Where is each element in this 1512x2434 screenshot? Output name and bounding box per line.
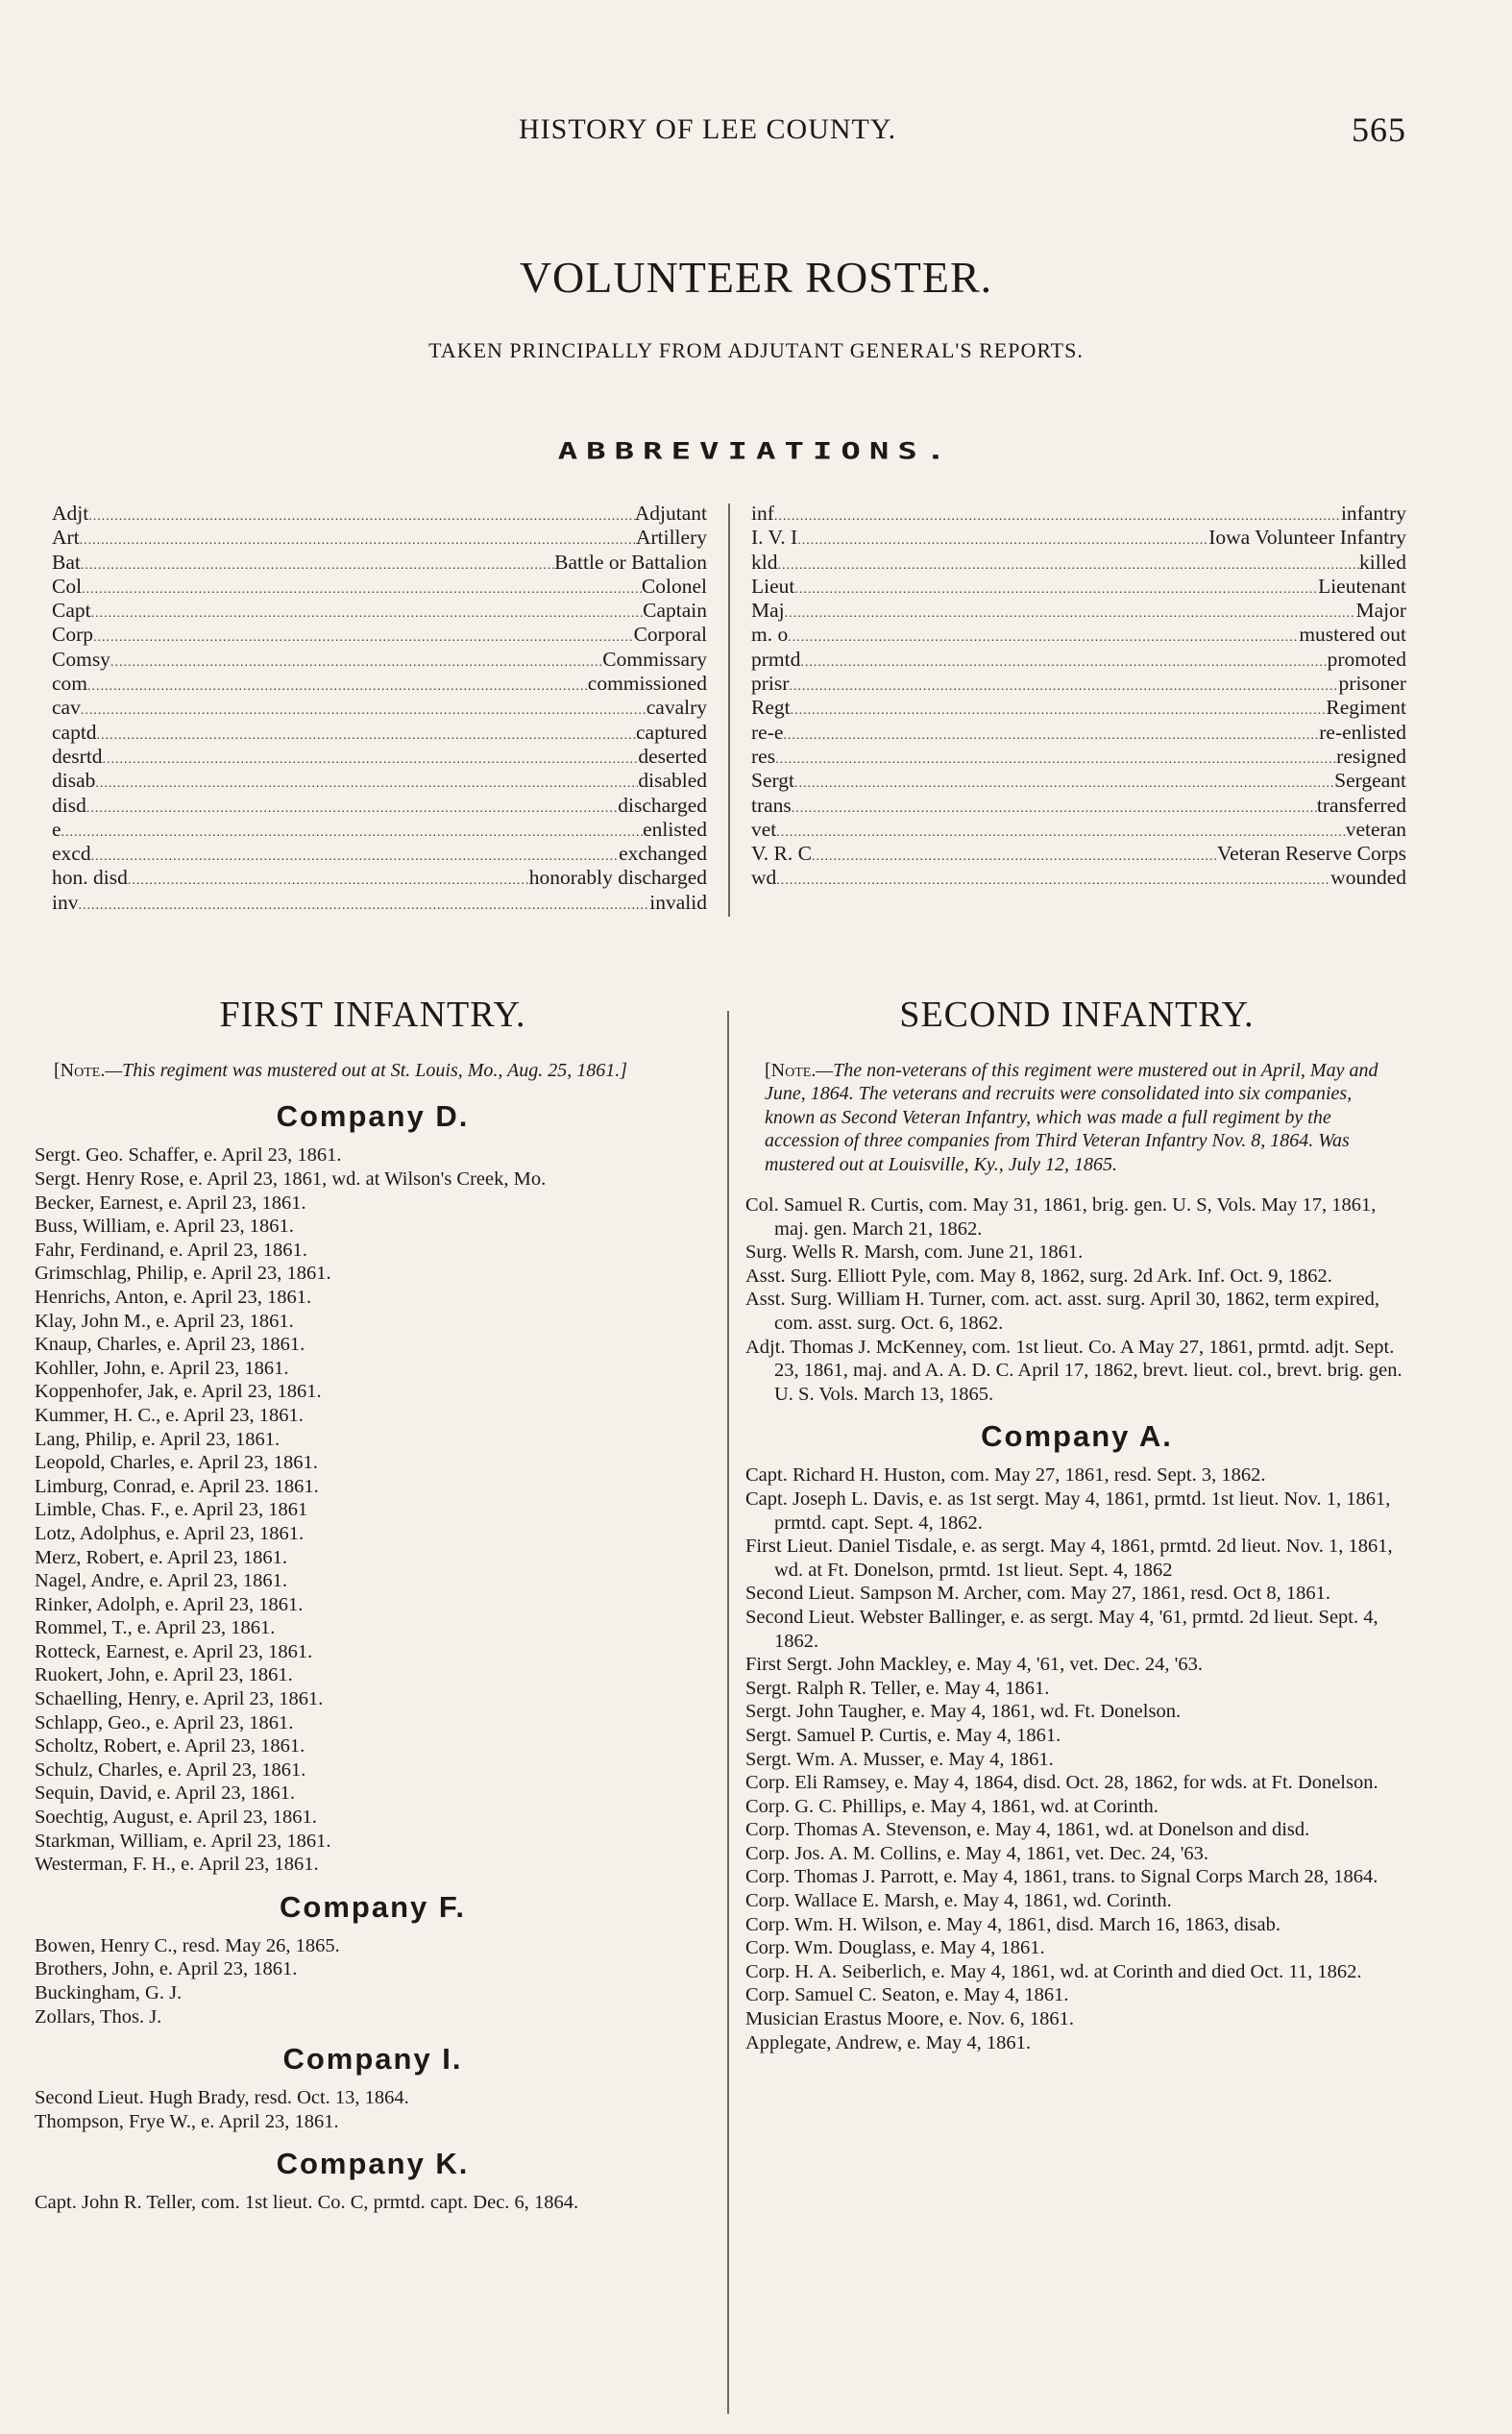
abbreviation-row <box>52 599 707 623</box>
roster-entry: Corp. Wallace E. Marsh, e. May 4, 1861, wd. Corinth. <box>745 1890 1172 1912</box>
abbreviation-row <box>52 672 707 696</box>
abbreviation-row <box>751 696 1406 720</box>
company-heading: Company I. <box>282 2042 463 2077</box>
dot-leader <box>81 553 554 578</box>
roster-entry: Knaup, Charles, e. April 23, 1861. <box>35 1334 305 1356</box>
staff-entry: Col. Samuel R. Curtis, com. May 31, 1861, brig. gen. U. S, Vols. May 17, 1861, maj. gen. March 21, 1862. <box>745 1194 1377 1240</box>
company-section <box>35 2042 711 2133</box>
running-title: HISTORY OF LEE COUNTY. <box>519 113 897 145</box>
abbreviation-row <box>52 769 707 793</box>
first-infantry-companies <box>35 1099 711 2215</box>
abbreviation-meaning: Battle or Battalion <box>554 550 707 574</box>
dot-leader <box>777 553 1359 578</box>
abbreviation: inv <box>52 890 79 914</box>
abbreviation-row <box>751 648 1406 672</box>
dot-leader <box>91 602 644 626</box>
abbreviation-row <box>52 794 707 818</box>
abbreviation-row <box>751 575 1406 599</box>
roster-entry: Rinker, Adolph, e. April 23, 1861. <box>35 1593 304 1615</box>
dot-leader <box>61 821 644 845</box>
roster-entry: Sergt. Geo. Schaffer, e. April 23, 1861. <box>35 1144 342 1167</box>
abbreviation-row <box>52 818 707 842</box>
abbreviation: Sergt <box>751 769 794 793</box>
dot-leader <box>788 626 1299 650</box>
roster-entry: Starkman, William, e. April 23, 1861. <box>35 1830 331 1852</box>
abbreviation: com <box>52 672 88 696</box>
second-infantry-note <box>765 1059 1389 1176</box>
dot-leader <box>97 724 636 748</box>
roster-entry: Schlapp, Geo., e. April 23, 1861. <box>35 1711 294 1733</box>
roster-entry: Thompson, Frye W., e. April 23, 1861. <box>35 2110 339 2132</box>
abbreviation: disab <box>52 769 96 793</box>
dot-leader <box>78 894 649 918</box>
abbreviation: Art <box>52 526 80 550</box>
abbreviation-meaning: infantry <box>1340 502 1406 525</box>
abbreviation-row <box>751 818 1406 842</box>
abbreviation-row <box>751 794 1406 818</box>
abbreviation: prisr <box>751 672 790 696</box>
abbreviation-row <box>52 526 707 550</box>
dot-leader <box>128 869 529 893</box>
abbreviation: disd <box>52 793 86 817</box>
abbreviation: kld <box>751 550 778 574</box>
abbreviation: inf <box>751 502 774 525</box>
abbreviation: I. V. I <box>751 526 798 550</box>
roster-entry: Limburg, Conrad, e. April 23. 1861. <box>35 1475 319 1497</box>
abbreviation-meaning: disabled <box>638 769 707 793</box>
abbreviation-meaning: transferred <box>1316 793 1406 817</box>
dot-leader <box>81 699 646 723</box>
roster-entry: Sequin, David, e. April 23, 1861. <box>35 1782 296 1805</box>
abbreviation: Capt <box>52 599 91 623</box>
roster-entry: Westerman, F. H., e. April 23, 1861. <box>35 1854 319 1876</box>
abbreviation-meaning: Captain <box>643 599 707 623</box>
dot-leader <box>792 797 1317 821</box>
staff-entry: Asst. Surg. Elliott Pyle, com. May 8, 1862, surg. 2d Ark. Inf. Oct. 9, 1862. <box>745 1265 1332 1287</box>
abbreviations-left-column <box>52 502 707 915</box>
abbreviation-row <box>751 721 1406 745</box>
dot-leader <box>775 748 1336 772</box>
roster-entry: Corp. Jos. A. M. Collins, e. May 4, 1861, vet. Dec. 24, '63. <box>745 1842 1209 1864</box>
column-divider <box>727 1011 729 2414</box>
abbreviation-meaning: Adjutant <box>634 502 707 525</box>
abbreviation-meaning: re-enlisted <box>1319 720 1406 744</box>
roster-entry: Rommel, T., e. April 23, 1861. <box>35 1617 276 1639</box>
abbreviation-meaning: Regiment <box>1326 696 1406 720</box>
abbreviation-row <box>52 575 707 599</box>
roster-entry: Grimschlag, Philip, e. April 23, 1861. <box>35 1263 331 1285</box>
abbreviation: Bat <box>52 550 81 574</box>
abbreviation-meaning: discharged <box>618 793 707 817</box>
abbreviation-row <box>52 623 707 647</box>
abbreviations-divider <box>728 504 730 917</box>
abbreviation: Regt <box>751 696 791 720</box>
roster-entry: Bowen, Henry C., resd. May 26, 1865. <box>35 1934 340 1956</box>
roster-entry: Lang, Philip, e. April 23, 1861. <box>35 1428 280 1450</box>
abbreviation-row <box>751 551 1406 575</box>
dot-leader <box>800 651 1327 675</box>
abbreviation: prmtd <box>751 647 801 671</box>
abbreviation-row <box>751 745 1406 769</box>
abbreviation-row <box>751 526 1406 550</box>
abbreviation-meaning: Commissary <box>602 647 707 671</box>
note-lead: [Note. <box>54 1060 106 1081</box>
abbreviation-meaning: Artillery <box>635 526 707 550</box>
roster-entry: Schaelling, Henry, e. April 23, 1861. <box>35 1688 324 1710</box>
abbreviation-meaning: Lieutenant <box>1318 574 1406 598</box>
dot-leader <box>785 602 1356 626</box>
abbreviation-meaning: enlisted <box>643 817 707 841</box>
roster-entry: Scholtz, Robert, e. April 23, 1861. <box>35 1735 305 1758</box>
roster-entry: Sergt. John Taugher, e. May 4, 1861, wd. Ft. Donelson. <box>745 1701 1182 1723</box>
roster-entry: Fahr, Ferdinand, e. April 23, 1861. <box>35 1239 307 1261</box>
abbreviation-row <box>52 502 707 526</box>
roster-entry: Corp. Eli Ramsey, e. May 4, 1864, disd. Oct. 28, 1862, for wds. at Ft. Donelson. <box>745 1772 1378 1794</box>
page-title: VOLUNTEER ROSTER. <box>519 253 993 302</box>
dot-leader <box>812 845 1217 869</box>
roster-entry: Corp. Thomas A. Stevenson, e. May 4, 1861, wd. at Donelson and disd. <box>745 1819 1310 1841</box>
roster-entry: Merz, Robert, e. April 23, 1861. <box>35 1546 288 1568</box>
abbreviation-meaning: Major <box>1355 599 1406 623</box>
abbreviation: hon. disd <box>52 866 128 890</box>
roster-entry: First Lieut. Daniel Tisdale, e. as sergt. May 4, 1861, prmtd. 2d lieut. Nov. 1, 1861, wd. at Ft. Donelson, prmtd. 1st lieut. Sept. 4, 1862 <box>745 1536 1393 1581</box>
staff-entry: Asst. Surg. William H. Turner, com. act. asst. surg. April 30, 1862, term expired, com. asst. surg. Oct. 6, 1862. <box>745 1289 1380 1334</box>
abbreviations-right-column <box>751 502 1406 891</box>
second-infantry-staff <box>745 1193 1408 1406</box>
roster-entry: Capt. John R. Teller, com. 1st lieut. Co. C, prmtd. capt. Dec. 6, 1864. <box>35 2192 579 2214</box>
abbreviation-meaning: invalid <box>649 890 707 914</box>
abbreviation-meaning: wounded <box>1330 866 1406 890</box>
roster-entry: Capt. Joseph L. Davis, e. as 1st sergt. May 4, 1861, prmtd. 1st lieut. Nov. 1, 1861, prmtd. capt. Sept. 4, 1862. <box>745 1487 1391 1534</box>
company-heading: Company F. <box>280 1889 466 1924</box>
roster-entry: Sergt. Samuel P. Curtis, e. May 4, 1861. <box>745 1724 1061 1746</box>
abbreviation: vet <box>751 817 777 841</box>
note-body: —The non-veterans of this regiment were mustered out in April, May and June, 1864. The veterans and recruits were consolidated into six companies, known as Second Veteran Infantry, which was made a full regiment by the accession of three companies from Third Veteran Infantry Nov. 8, 1864. Was mustered out at Louisville, Ky., July 12, 1865. <box>765 1060 1378 1175</box>
dot-leader <box>80 529 636 553</box>
roster-entry: Applegate, Andrew, e. May 4, 1861. <box>745 2031 1031 2053</box>
company-heading: Company K. <box>276 2147 470 2181</box>
roster-entry: Rotteck, Earnest, e. April 23, 1861. <box>35 1640 313 1662</box>
dot-leader <box>93 626 634 650</box>
abbreviation-meaning: resigned <box>1336 744 1406 768</box>
dot-leader <box>95 772 638 796</box>
roster-entry: Lotz, Adolphus, e. April 23, 1861. <box>35 1522 305 1544</box>
roster-entry: First Sergt. John Mackley, e. May 4, '61, vet. Dec. 24, '63. <box>745 1654 1203 1676</box>
note-body: —This regiment was mustered out at St. Louis, Mo., Aug. 25, 1861.] <box>105 1060 628 1081</box>
abbreviation-meaning: prisoner <box>1338 672 1406 696</box>
abbreviation-row <box>52 721 707 745</box>
dot-leader <box>783 724 1319 748</box>
abbreviation-row <box>751 769 1406 793</box>
roster-entry: Capt. Richard H. Huston, com. May 27, 1861, resd. Sept. 3, 1862. <box>745 1464 1266 1487</box>
roster-entry: Corp. Thomas J. Parrott, e. May 4, 1861, trans. to Signal Corps March 28, 1864. <box>745 1866 1378 1888</box>
abbreviation-row <box>751 842 1406 866</box>
dot-leader <box>87 675 588 699</box>
second-infantry-column <box>745 990 1408 2054</box>
abbreviation-meaning: commissioned <box>587 672 707 696</box>
dot-leader <box>794 772 1334 796</box>
abbreviation: captd <box>52 720 97 744</box>
dot-leader <box>86 797 618 821</box>
company-section <box>35 2147 711 2215</box>
abbreviation-row <box>751 623 1406 647</box>
abbreviation: Adjt <box>52 502 89 525</box>
staff-entry: Surg. Wells R. Marsh, com. June 21, 1861. <box>745 1242 1084 1264</box>
abbreviation-meaning: Colonel <box>641 574 707 598</box>
roster-entry: Corp. H. A. Seiberlich, e. May 4, 1861, wd. at Corinth and died Oct. 11, 1862. <box>745 1960 1362 1982</box>
roster-entry: Zollars, Thos. J. <box>35 2005 162 2028</box>
abbreviation: Lieut <box>751 574 795 598</box>
dot-leader <box>794 578 1318 602</box>
company-section <box>745 1419 1408 2054</box>
abbreviation: excd <box>52 842 91 866</box>
abbreviation: Col <box>52 574 83 598</box>
roster-entry: Corp. G. C. Phillips, e. May 4, 1861, wd. at Corinth. <box>745 1795 1158 1817</box>
roster-entry: Henrichs, Anton, e. April 23, 1861. <box>35 1286 312 1308</box>
roster-entry: Koppenhofer, Jak, e. April 23, 1861. <box>35 1381 322 1403</box>
abbreviation: m. o <box>751 623 789 647</box>
roster-entry: Becker, Earnest, e. April 23, 1861. <box>35 1192 306 1214</box>
roster-entry: Corp. Wm. H. Wilson, e. May 4, 1861, disd. March 16, 1863, disab. <box>745 1913 1281 1935</box>
abbreviation: Maj <box>751 599 785 623</box>
first-infantry-note <box>54 1059 692 1082</box>
second-infantry-title: SECOND INFANTRY. <box>899 995 1255 1035</box>
abbreviation-meaning: Sergeant <box>1334 769 1406 793</box>
note-lead: [Note. <box>765 1060 817 1081</box>
abbreviation: wd <box>751 866 777 890</box>
dot-leader <box>82 578 642 602</box>
roster-entry: Corp. Samuel C. Seaton, e. May 4, 1861. <box>745 1984 1069 2006</box>
dot-leader <box>88 504 635 529</box>
abbreviation-row <box>751 502 1406 526</box>
abbreviation: re-e <box>751 720 784 744</box>
abbreviation-meaning: killed <box>1359 550 1406 574</box>
second-infantry-companies <box>745 1419 1408 2054</box>
roster-entry: Sergt. Wm. A. Musser, e. May 4, 1861. <box>745 1748 1054 1770</box>
roster-entry: Klay, John M., e. April 23, 1861. <box>35 1310 294 1332</box>
abbreviation-meaning: promoted <box>1327 647 1406 671</box>
company-section <box>35 1890 711 2028</box>
abbreviation-row <box>52 842 707 866</box>
abbreviation-meaning: honorably discharged <box>528 866 707 890</box>
abbreviation-row <box>751 866 1406 890</box>
roster-entry: Buckingham, G. J. <box>35 1982 183 2004</box>
abbreviation: cav <box>52 696 81 720</box>
abbreviations-heading: ABBREVIATIONS. <box>557 438 955 465</box>
first-infantry-column <box>35 990 711 2215</box>
staff-entry: Adjt. Thomas J. McKenney, com. 1st lieut. Co. A May 27, 1861, prmtd. adjt. Sept. 23, 1861, maj. and A. A. D. C. April 17, 1862, brevt. lieut. col., brevt. brig. gen. U. S. Vols. March 13, 1865. <box>745 1336 1402 1405</box>
roster-entry: Buss, William, e. April 23, 1861. <box>35 1216 294 1238</box>
company-section <box>35 1099 711 1876</box>
dot-leader <box>797 529 1208 553</box>
abbreviation: trans <box>751 793 792 817</box>
roster-entry: Kummer, H. C., e. April 23, 1861. <box>35 1404 304 1426</box>
page-subtitle: TAKEN PRINCIPALLY FROM ADJUTANT GENERAL'S REPORTS. <box>428 338 1084 362</box>
roster-entry: Ruokert, John, e. April 23, 1861. <box>35 1664 293 1686</box>
abbreviation: Comsy <box>52 647 110 671</box>
dot-leader <box>776 869 1330 893</box>
roster-entry: Limble, Chas. F., e. April 23, 1861 <box>35 1499 308 1521</box>
abbreviation-meaning: captured <box>635 720 707 744</box>
abbreviation: res <box>751 744 776 768</box>
roster-entry: Second Lieut. Sampson M. Archer, com. May 27, 1861, resd. Oct 8, 1861. <box>745 1583 1330 1605</box>
company-heading: Company D. <box>276 1099 470 1134</box>
first-infantry-title: FIRST INFANTRY. <box>219 995 526 1035</box>
roster-entry: Musician Erastus Moore, e. Nov. 6, 1861. <box>745 2008 1074 2030</box>
roster-entry: Soechtig, August, e. April 23, 1861. <box>35 1807 317 1829</box>
abbreviation-meaning: cavalry <box>646 696 707 720</box>
abbreviation-meaning: Corporal <box>633 623 707 647</box>
abbreviation-row <box>52 891 707 915</box>
abbreviation-row <box>751 599 1406 623</box>
abbreviation: e <box>52 817 61 841</box>
roster-entry: Sergt. Ralph R. Teller, e. May 4, 1861. <box>745 1677 1050 1699</box>
abbreviation-meaning: mustered out <box>1299 623 1406 647</box>
roster-entry: Kohller, John, e. April 23, 1861. <box>35 1357 289 1379</box>
roster-entry: Nagel, Andre, e. April 23, 1861. <box>35 1570 288 1592</box>
abbreviation-meaning: deserted <box>638 744 707 768</box>
page-number: 565 <box>1352 111 1406 149</box>
dot-leader <box>791 699 1327 723</box>
abbreviation-meaning: Veteran Reserve Corps <box>1216 842 1406 866</box>
abbreviation: desrtd <box>52 744 103 768</box>
roster-entry: Sergt. Henry Rose, e. April 23, 1861, wd. at Wilson's Creek, Mo. <box>35 1168 547 1190</box>
dot-leader <box>789 675 1338 699</box>
company-heading: Company A. <box>981 1419 1173 1454</box>
roster-entry: Schulz, Charles, e. April 23, 1861. <box>35 1758 306 1781</box>
roster-entry: Brothers, John, e. April 23, 1861. <box>35 1958 298 1980</box>
abbreviation-row <box>751 672 1406 696</box>
abbreviation-row <box>52 551 707 575</box>
abbreviation-row <box>52 866 707 890</box>
abbreviation: V. R. C <box>751 842 812 866</box>
abbreviation-row <box>52 745 707 769</box>
abbreviation-meaning: veteran <box>1345 817 1406 841</box>
abbreviation-meaning: Iowa Volunteer Infantry <box>1208 526 1406 550</box>
dot-leader <box>110 651 602 675</box>
roster-entry: Leopold, Charles, e. April 23, 1861. <box>35 1452 318 1474</box>
abbreviation-row <box>52 696 707 720</box>
dot-leader <box>103 748 639 772</box>
abbreviation-meaning: exchanged <box>619 842 707 866</box>
roster-entry: Corp. Wm. Douglass, e. May 4, 1861. <box>745 1937 1045 1959</box>
abbreviation: Corp <box>52 623 93 647</box>
roster-entry: Second Lieut. Hugh Brady, resd. Oct. 13, 1864. <box>35 2087 409 2109</box>
roster-entry: Second Lieut. Webster Ballinger, e. as sergt. May 4, '61, prmtd. 2d lieut. Sept. 4, 1862. <box>745 1606 1378 1652</box>
abbreviation-row <box>52 648 707 672</box>
